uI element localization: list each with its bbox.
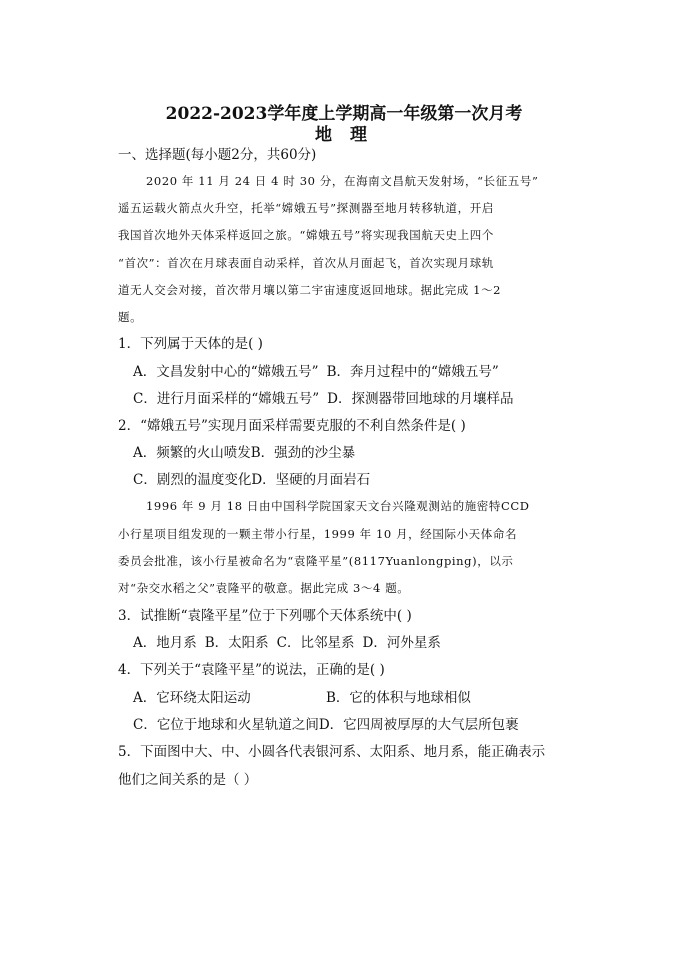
question-4-stem: 4．下列关于“袁隆平星”的说法，正确的是( ) bbox=[118, 662, 385, 678]
subject-title: 地 理 bbox=[315, 125, 373, 145]
question-2-stem: 2．“嫦娥五号”实现月面采样需要克服的不利自然条件是( ) bbox=[118, 418, 466, 434]
exam-title: 2022-2023学年度上学期高一年级第一次月考 bbox=[165, 104, 523, 124]
passage1-line: 2020 年 11 月 24 日 4 时 30 分，在海南文昌航天发射场，“长征五号” bbox=[146, 174, 539, 188]
q4-option-a[interactable]: A．它环绕太阳运动 bbox=[133, 690, 251, 706]
q1-option-d[interactable]: D．探测器带回地球的月壤样品 bbox=[327, 391, 514, 407]
q1-option-c[interactable]: C．进行月面采样的“嫦娥五号” bbox=[133, 391, 320, 407]
passage1-line: 道无人交会对接，首次带月壤以第二宇宙速度返回地球。据此完成 1～2 bbox=[118, 283, 502, 297]
question-2-options-row bbox=[133, 444, 355, 462]
passage2-line: 小行星项目组发现的一颗主带小行星，1999 年 10 月，经国际小天体命名 bbox=[118, 527, 518, 541]
q4-option-b[interactable]: B．它的体积与地球相似 bbox=[326, 690, 471, 706]
question-3-stem: 3．试推断“袁隆平星”位于下列哪个天体系统中( ) bbox=[118, 608, 412, 624]
passage2-line: 委员会批准，该小行星被命名为“袁隆平星”(8117Yuanlongping)，以示 bbox=[118, 554, 514, 568]
passage1-line: 遥五运载火箭点火升空，托举“嫦娥五号”探测器至地月转移轨道，开启 bbox=[118, 201, 494, 215]
question-4-options-row bbox=[133, 689, 251, 707]
q3-option-b[interactable]: B．太阳系 bbox=[204, 635, 269, 651]
q3-option-c[interactable]: C．比邻星系 bbox=[276, 635, 355, 651]
question-3-options-row bbox=[133, 634, 441, 652]
q2-option-c[interactable]: C．剧烈的温度变化 bbox=[133, 472, 252, 488]
question-1-options-row bbox=[133, 363, 499, 381]
q2-option-d[interactable]: D．坚硬的月面岩石 bbox=[251, 472, 371, 488]
section-header: 一、选择题(每小题2分，共60分) bbox=[118, 147, 317, 163]
q4-option-c[interactable]: C．它位于地球和火星轨道之间 bbox=[133, 717, 319, 733]
question-4-options-row bbox=[133, 716, 519, 734]
q3-option-a[interactable]: A．地月系 bbox=[133, 635, 197, 651]
q4-option-d[interactable]: D．它四周被厚厚的大气层所包裹 bbox=[318, 717, 519, 733]
question-1-options-row bbox=[133, 390, 513, 408]
q3-option-d[interactable]: D．河外星系 bbox=[362, 635, 441, 651]
passage1-line: 题。 bbox=[118, 310, 143, 324]
passage2-line: 对“杂交水稻之父”袁隆平的敬意。据此完成 3～4 题。 bbox=[118, 581, 410, 595]
q2-option-b[interactable]: B．强劲的沙尘暴 bbox=[250, 445, 356, 461]
question-4-options-row bbox=[326, 689, 471, 707]
passage2-line: 1996 年 9 月 18 日由中国科学院国家天文台兴隆观测站的施密特CCD bbox=[146, 499, 530, 513]
q1-option-a[interactable]: A．文昌发射中心的“嫦娥五号” bbox=[133, 364, 319, 380]
question-1-stem: 1．下列属于天体的是( ) bbox=[118, 336, 263, 352]
passage1-line: 我国首次地外天体采样返回之旅。“嫦娥五号”将实现我国航天史上四个 bbox=[118, 228, 494, 242]
passage1-line: “首次”：首次在月球表面自动采样，首次从月面起飞，首次实现月球轨 bbox=[118, 256, 494, 270]
question-2-options-row bbox=[133, 471, 370, 489]
q1-option-b[interactable]: B．奔月过程中的“嫦娥五号” bbox=[326, 364, 499, 380]
question-5-stem: 5．下面图中大、中、小圆各代表银河系、太阳系、地月系，能正确表示 bbox=[118, 744, 546, 760]
question-5-stem: 他们之间关系的是（ ） bbox=[118, 772, 258, 788]
q2-option-a[interactable]: A．频繁的火山喷发 bbox=[133, 445, 251, 461]
